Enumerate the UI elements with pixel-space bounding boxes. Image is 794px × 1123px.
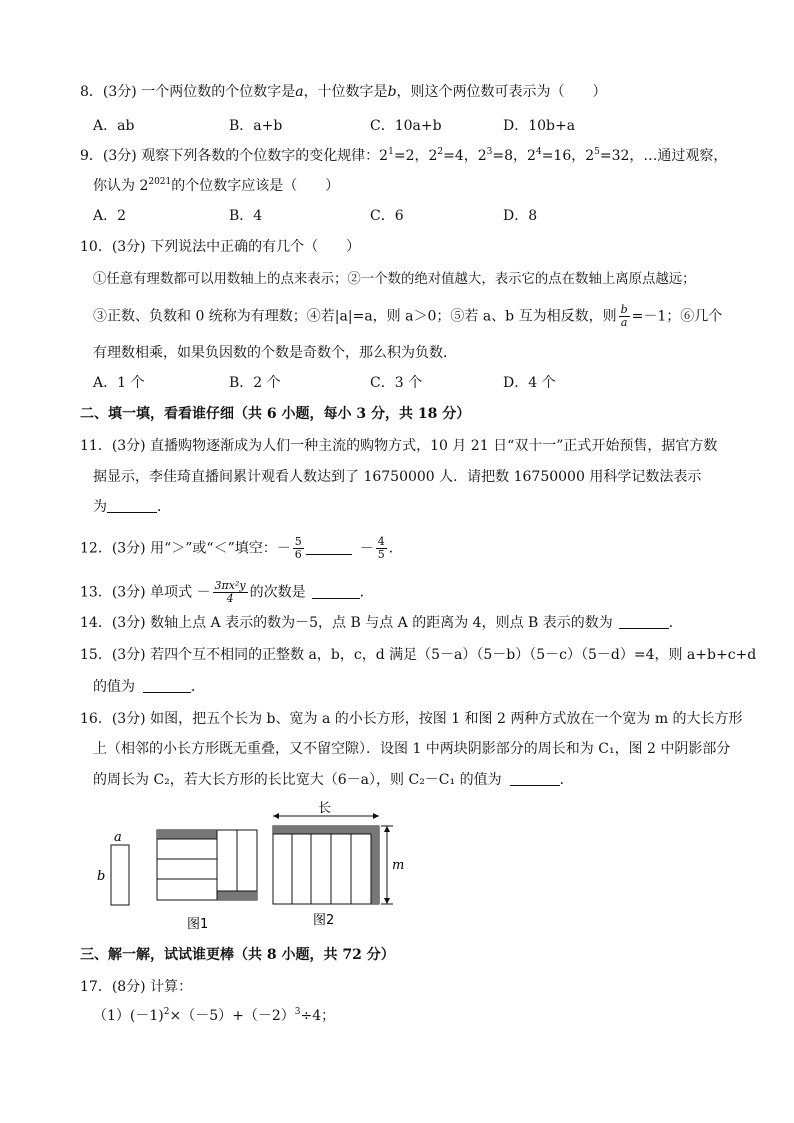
q16-figure bbox=[95, 800, 415, 939]
q10-stem: 10．(3分) 下列说法中正确的有几个（ ） bbox=[80, 239, 361, 255]
label-b: b bbox=[97, 869, 106, 884]
q16-figure-diagram bbox=[95, 800, 415, 935]
q13-line: 13．(3分) 单项式 － $\frac{\text{3πx²y}}{4}$ 的次数是 ． bbox=[80, 579, 374, 605]
q12-fraction-2: $\frac{4}{5}$ bbox=[377, 535, 385, 561]
section-3-heading: 三、解一解，试试谁更棒（共 8 小题，共 72 分） bbox=[80, 947, 395, 963]
q9-option-b: B．4 bbox=[229, 208, 263, 224]
q9-option-c: C．6 bbox=[370, 208, 404, 224]
q8-stem: 8．(3分) 一个两位数的个位数字是a，十位数字是b，则这个两位数可表示为（ ） bbox=[80, 84, 607, 100]
q8-option-c: C．10a+b bbox=[370, 118, 442, 134]
caption-figure-1: 图1 bbox=[187, 917, 209, 932]
q16-line3: 的周长为 C₂，若大长方形的长比宽大（6－a），则 C₂－C₁ 的值为 ． bbox=[93, 772, 574, 788]
q10-statements-line3: 有理数相乘，如果负因数的个数是奇数个，那么积为负数． bbox=[93, 345, 457, 361]
q10-option-b: B．2 个 bbox=[229, 375, 281, 391]
q15-answer-blank bbox=[143, 678, 191, 693]
figure-1 bbox=[157, 830, 257, 900]
q16-line2: 上（相邻的小长方形既无重叠，又不留空隙）．设图 1 中两块阴影部分的周长和为 C₁，图 2 中阴影部分 bbox=[93, 741, 731, 757]
figure-2 bbox=[273, 813, 393, 904]
caption-figure-2: 图2 bbox=[313, 913, 335, 928]
q10-option-c: C．3 个 bbox=[370, 375, 423, 391]
q17-part-1: $(1)(-1)^2\times(-5)+(-2)^3\div 4$； bbox=[93, 1007, 336, 1024]
q13-answer-blank bbox=[312, 584, 360, 599]
q8-option-a: A．ab bbox=[93, 118, 135, 134]
q9-stem-line2: 你认为 $2^{2021}$的个位数字应该是（ ） bbox=[93, 177, 340, 194]
q15-line2: 的值为 ． bbox=[93, 679, 205, 695]
q16-line1: 16．(3分) 如图，把五个长为 b、宽为 a 的小长方形，按图 1 和图 2 两种方式放在一个宽为 m 的大长方形 bbox=[80, 711, 743, 727]
q9-option-a: A．2 bbox=[93, 208, 127, 224]
q14-line: 14．(3分) 数轴上点 A 表示的数为－5，点 B 与点 A 的距离为 4，则点 B 表示的数为 ． bbox=[80, 615, 683, 631]
q8-option-d: D．10b+a bbox=[503, 118, 576, 134]
q11-answer-blank bbox=[107, 498, 157, 513]
q17-stem: 17．(8分) 计算： bbox=[80, 979, 193, 995]
q11-line1: 11．(3分) 直播购物逐渐成为人们一种主流的购物方式，10 月 21 日“双十一”正式开始预售，据官方数 bbox=[80, 438, 718, 454]
q11-line3: 为 ． bbox=[93, 499, 171, 515]
q12-answer-blank bbox=[306, 540, 352, 555]
q10-statements-line2: ③正数、负数和 0 统称为有理数；④若|a|=a，则 a＞0；⑤若 a、b 互为相反数，则 $\frac{b}{a}$ =－1；⑥几个 bbox=[93, 303, 723, 329]
q13-fraction: $\frac{\text{3πx²y}}{4}$ bbox=[214, 579, 246, 605]
q10-option-d: D．4 个 bbox=[503, 375, 556, 391]
q12-line: 12．(3分) 用“＞”或“＜”填空：－ $\frac{5}{6}$ － $\frac{4}{5}$ ． bbox=[80, 535, 403, 561]
small-rectangle bbox=[111, 845, 129, 905]
label-m: m bbox=[392, 858, 405, 873]
q10-statements-line1: ①任意有理数都可以用数轴上的点来表示；②一个数的绝对值越大，表示它的点在数轴上离原点越远； bbox=[93, 272, 696, 287]
label-a: a bbox=[114, 830, 122, 845]
q14-answer-blank bbox=[619, 614, 669, 629]
section-2-heading: 二、填一填，看看谁仔细（共 6 小题，每小 3 分，共 18 分） bbox=[80, 406, 471, 422]
q16-answer-blank bbox=[510, 771, 560, 786]
q9-stem-line1: 9．(3分) 观察下列各数的个位数字的变化规律：$2^1=2$，$2^2=4$，$2^3=8$，$2^4=16$，$2^5=32$，…通过观察， bbox=[80, 147, 728, 164]
q10-option-a: A．1 个 bbox=[93, 375, 145, 391]
q8-option-b: B．a+b bbox=[229, 118, 283, 134]
label-length: 长 bbox=[318, 801, 332, 816]
q15-line1: 15．(3分) 若四个互不相同的正整数 a，b，c，d 满足（5－a）（5－b）（5－c）（5－d）=4，则 a+b+c+d bbox=[80, 647, 757, 663]
q10-fraction: $\frac{b}{a}$ bbox=[620, 303, 628, 329]
q9-option-d: D．8 bbox=[503, 208, 538, 224]
q11-line2: 据显示，李佳琦直播间累计观看人数达到了 16750000 人．请把数 16750000 用科学记数法表示 bbox=[93, 469, 702, 485]
q12-fraction-1: $\frac{5}{6}$ bbox=[294, 535, 302, 561]
